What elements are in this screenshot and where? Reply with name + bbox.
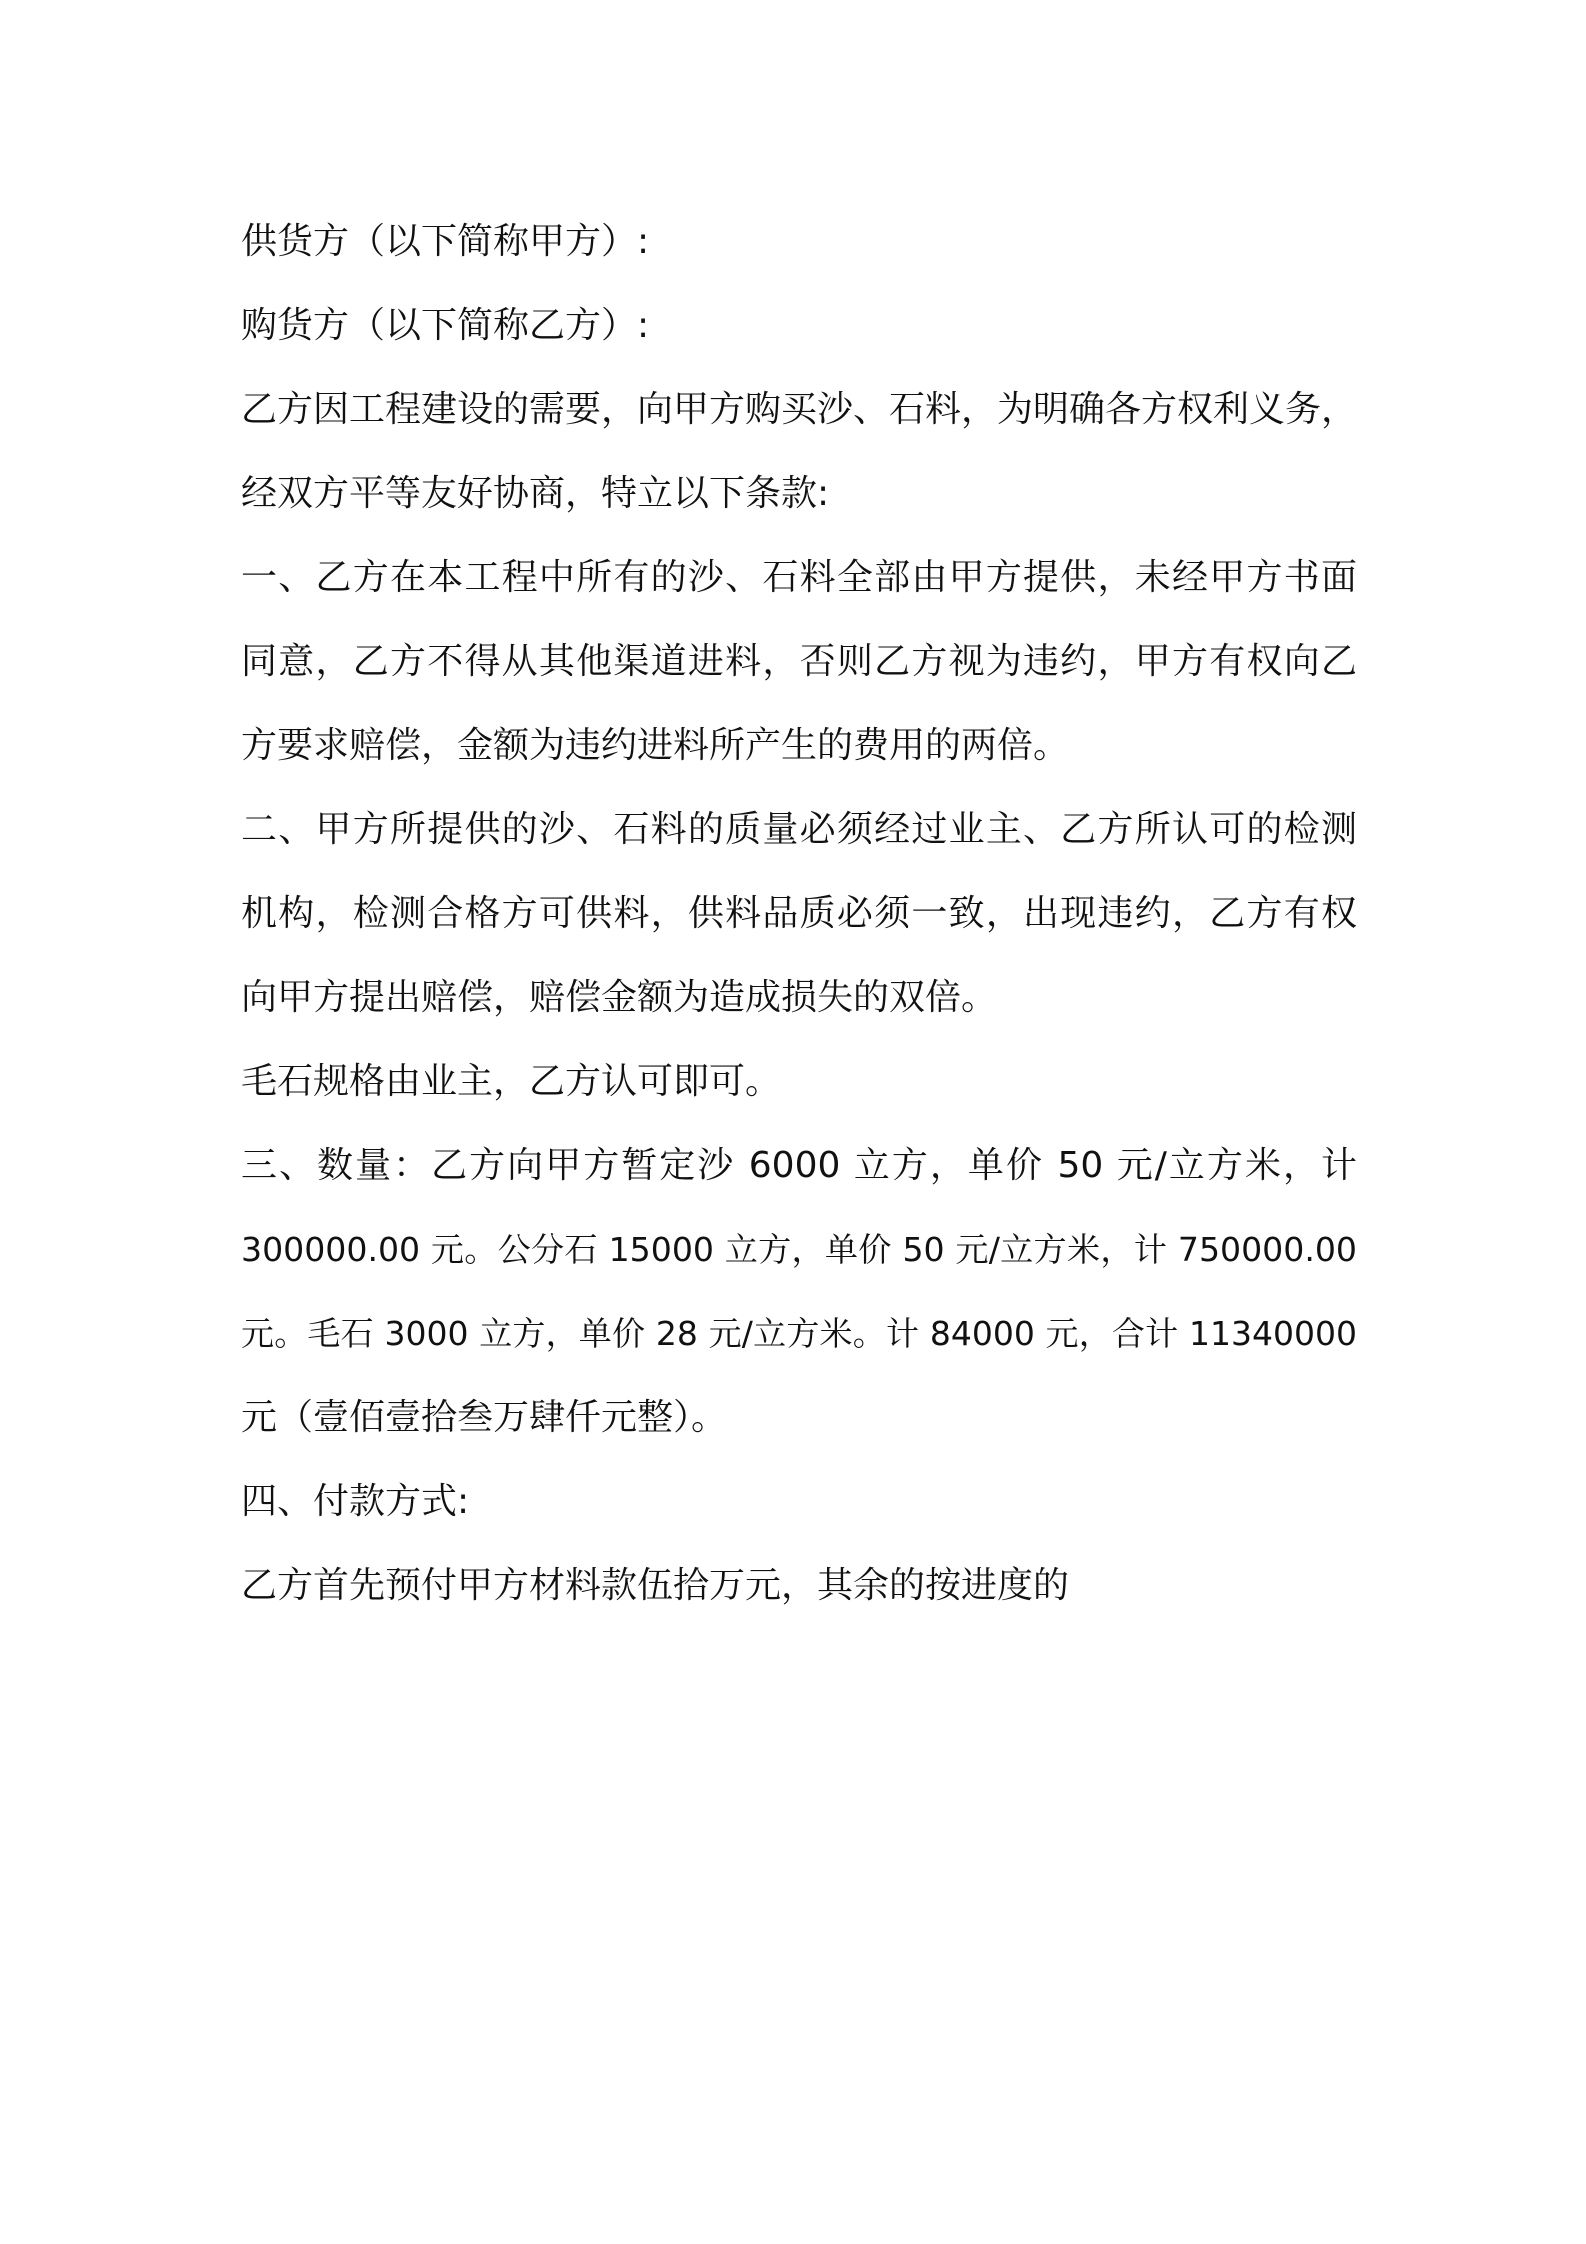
clause-2-line-2: 机构，检测合格方可供料，供料品质必须一致，出现违约，乙方有权 <box>241 893 1357 934</box>
clause-3-line-2: 300000.00 元。公分石 15000 立方，单价 50 元/立方米，计 750000.00 <box>241 1230 1357 1269</box>
clause-2-line-3: 向甲方提出赔偿，赔偿金额为造成损失的双倍。 <box>241 977 998 1018</box>
clause-3-line-4: 元（壹佰壹拾叁万肆仟元整）。 <box>241 1397 728 1438</box>
clause-4-line-1: 乙方首先预付甲方材料款伍拾万元，其余的按进度的 <box>241 1565 1070 1606</box>
rubble-spec-line: 毛石规格由业主，乙方认可即可。 <box>241 1061 782 1102</box>
clause-4-heading: 四、付款方式: <box>241 1481 470 1522</box>
supplier-line: 供货方（以下简称甲方）: <box>241 221 650 262</box>
clause-3-line-1: 三、数量：乙方向甲方暂定沙 6000 立方，单价 50 元/立方米，计 <box>241 1145 1357 1186</box>
clause-1-line-3: 方要求赔偿，金额为违约进料所产生的费用的两倍。 <box>241 725 1070 766</box>
document-body <box>241 200 1357 1628</box>
preamble-line-2: 经双方平等友好协商，特立以下条款: <box>241 473 830 514</box>
clause-3-line-3: 元。毛石 3000 立方，单价 28 元/立方米。计 84000 元，合计 11340000 <box>241 1314 1357 1353</box>
preamble-line-1: 乙方因工程建设的需要，向甲方购买沙、石料，为明确各方权利义务， <box>241 389 1358 430</box>
clause-2-line-1: 二、甲方所提供的沙、石料的质量必须经过业主、乙方所认可的检测 <box>241 809 1357 850</box>
buyer-line: 购货方（以下简称乙方）: <box>241 305 650 346</box>
clause-1-line-1: 一、乙方在本工程中所有的沙、石料全部由甲方提供，未经甲方书面 <box>241 557 1357 598</box>
clause-1-line-2: 同意，乙方不得从其他渠道进料，否则乙方视为违约，甲方有权向乙 <box>241 641 1357 682</box>
